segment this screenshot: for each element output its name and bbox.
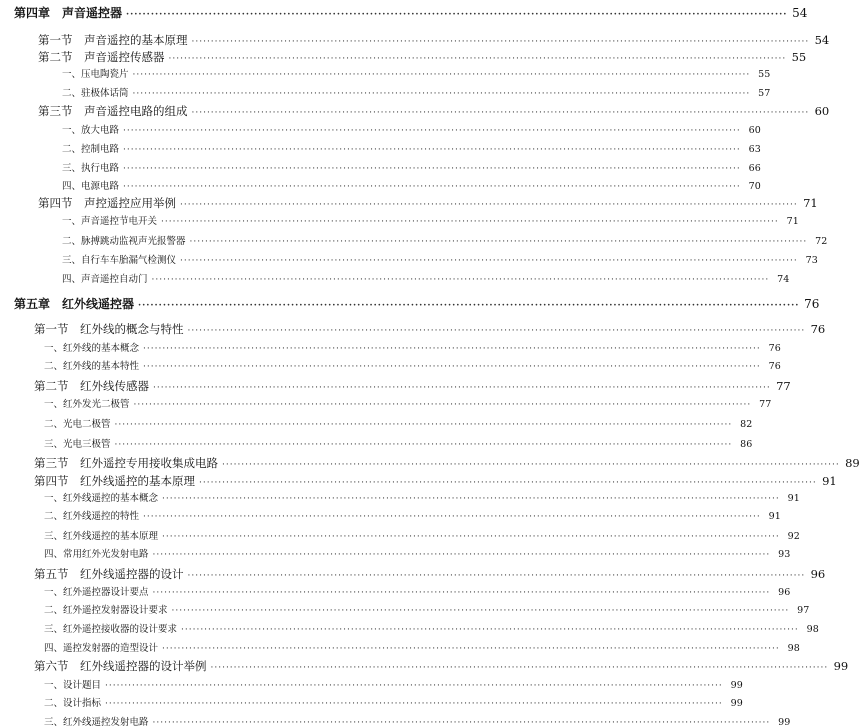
toc-entry-title: 二、控制电路 xyxy=(62,144,120,155)
toc-entry-title: 第二节 红外线传感器 xyxy=(34,379,149,393)
toc-entry-section2 xyxy=(0,566,826,582)
toc-entry-page: 99 xyxy=(730,698,743,709)
toc-entry-page: 71 xyxy=(786,216,799,227)
toc-entry-title: 三、红外线遥控的基本原理 xyxy=(44,531,159,542)
toc-entry-page: 63 xyxy=(748,144,761,155)
dot-leader: ································································································································································ xyxy=(133,400,752,410)
toc-entry-page: 60 xyxy=(814,104,830,118)
toc-entry-section xyxy=(0,195,818,211)
toc-entry-page: 96 xyxy=(778,587,791,598)
dot-leader: ································································································································································ xyxy=(153,383,771,393)
dot-leader: ································································································································································ xyxy=(123,164,741,174)
toc-entry-page: 70 xyxy=(748,181,761,192)
toc-entry-page: 96 xyxy=(810,567,826,581)
dot-leader: ································································································································································ xyxy=(152,718,771,728)
toc-entry-page: 55 xyxy=(758,69,771,80)
dot-leader: ································································································································································ xyxy=(222,460,840,470)
toc-entry-title: 三、红外线遥控发射电路 xyxy=(44,717,149,728)
toc-entry-section xyxy=(0,49,807,65)
toc-entry-page: 76 xyxy=(810,322,826,336)
toc-entry-title: 二、红外遥控发射器设计要求 xyxy=(44,605,168,616)
toc-entry-title: 四、遥控发射器的造型设计 xyxy=(44,643,159,654)
dot-leader: ································································································································································ xyxy=(162,494,780,504)
toc-entry-title: 二、光电二极管 xyxy=(44,419,111,430)
toc-entry-chapter xyxy=(0,295,820,312)
dot-leader: ································································································································································ xyxy=(123,182,741,192)
toc-entry-item xyxy=(0,178,761,192)
toc-entry-title: 二、脉搏跳动监视声光报警器 xyxy=(62,236,186,247)
toc-entry-page: 71 xyxy=(803,196,818,210)
toc-entry-item2 xyxy=(0,436,753,450)
toc-entry-page: 89 xyxy=(845,456,860,470)
dot-leader: ································································································································································ xyxy=(162,644,780,654)
dot-leader: ································································································································································ xyxy=(114,420,733,430)
toc-entry-title: 第四章 声音遥控器 xyxy=(14,6,123,20)
toc-entry-page: 97 xyxy=(797,605,810,616)
dot-leader: ································································································································································ xyxy=(180,256,798,266)
dot-leader: ································································································································································ xyxy=(143,344,761,354)
toc-entry-page: 66 xyxy=(748,163,761,174)
dot-leader: ································································································································································ xyxy=(187,571,806,581)
toc-entry-item2 xyxy=(0,528,800,542)
toc-entry-title: 一、放大电路 xyxy=(62,125,120,136)
toc-entry-title: 一、声音遥控节电开关 xyxy=(62,216,158,227)
toc-entry-page: 76 xyxy=(804,297,820,311)
toc-entry-section2 xyxy=(0,321,826,337)
toc-entry-item2 xyxy=(0,640,800,654)
toc-entry-page: 72 xyxy=(815,236,828,247)
toc-entry-item xyxy=(0,233,828,247)
toc-entry-title: 三、红外遥控接收器的设计要求 xyxy=(44,624,178,635)
toc-entry-item2 xyxy=(0,695,743,709)
dot-leader: ································································································································································ xyxy=(123,145,741,155)
toc-entry-title: 一、压电陶瓷片 xyxy=(62,69,129,80)
toc-entry-chapter xyxy=(0,4,808,21)
dot-leader: ································································································································································ xyxy=(132,89,751,99)
toc-entry-page: 77 xyxy=(759,399,772,410)
toc-entry-page: 99 xyxy=(778,717,791,728)
toc-entry-title: 三、自行车车胎漏气检测仪 xyxy=(62,255,177,266)
toc-entry-title: 第四节 红外线遥控的基本原理 xyxy=(34,474,195,488)
toc-entry-page: 54 xyxy=(814,33,830,47)
toc-entry-title: 一、红外发光二极管 xyxy=(44,399,130,410)
dot-leader: ································································································································································ xyxy=(210,663,829,673)
toc-entry-title: 第六节 红外线遥控器的设计举例 xyxy=(34,659,207,673)
toc-entry-section2 xyxy=(0,378,791,394)
dot-leader: ································································································································································ xyxy=(105,699,723,709)
toc-entry-item xyxy=(0,252,818,266)
toc-entry-item2 xyxy=(0,546,791,560)
dot-leader: ································································································································································ xyxy=(191,108,810,118)
toc-entry-title: 一、红外线遥控的基本概念 xyxy=(44,493,159,504)
toc-entry-page: 91 xyxy=(822,474,837,488)
toc-entry-page: 74 xyxy=(777,274,790,285)
toc-entry-item2 xyxy=(0,714,791,728)
toc-entry-page: 57 xyxy=(758,88,771,99)
toc-entry-page: 82 xyxy=(740,419,753,430)
toc-entry-title: 第二节 声音遥控传感器 xyxy=(38,50,165,64)
toc-entry-item xyxy=(0,122,761,136)
dot-leader: ································································································································································ xyxy=(152,550,771,560)
toc-entry-page: 99 xyxy=(833,659,849,673)
toc-entry-title: 第三节 红外遥控专用接收集成电路 xyxy=(34,456,218,470)
toc-entry-title: 第一节 声音遥控的基本原理 xyxy=(38,33,188,47)
toc-entry-page: 55 xyxy=(791,50,807,64)
toc-entry-item2 xyxy=(0,584,791,598)
dot-leader: ································································································································································ xyxy=(114,440,733,450)
toc-entry-item2 xyxy=(0,621,819,635)
toc-entry-title: 第一节 红外线的概念与特性 xyxy=(34,322,184,336)
dot-leader: ································································································································································ xyxy=(191,37,810,47)
toc-entry-item xyxy=(0,160,761,174)
toc-entry-title: 三、光电三极管 xyxy=(44,439,111,450)
dot-leader: ································································································································································ xyxy=(123,126,741,136)
toc-entry-section xyxy=(0,32,830,48)
dot-leader: ································································································································································ xyxy=(180,200,798,210)
toc-entry-item xyxy=(0,271,790,285)
toc-entry-page: 99 xyxy=(730,680,743,691)
dot-leader: ································································································································································ xyxy=(189,237,808,247)
toc-entry-title: 二、设计指标 xyxy=(44,698,102,709)
dot-leader: ································································································································································ xyxy=(171,606,790,616)
toc-entry-title: 第四节 声控遥控应用举例 xyxy=(38,196,176,210)
toc-entry-page: 93 xyxy=(778,549,791,560)
toc-entry-item2 xyxy=(0,340,781,354)
toc-entry-section xyxy=(0,103,830,119)
toc-entry-item2 xyxy=(0,490,800,504)
dot-leader: ································································································································································ xyxy=(168,54,787,64)
dot-leader: ································································································································································ xyxy=(105,681,723,691)
toc-entry-page: 86 xyxy=(740,439,753,450)
toc-entry-item2 xyxy=(0,416,753,430)
toc-entry-title: 二、红外线遥控的特性 xyxy=(44,511,140,522)
toc-entry-item xyxy=(0,85,771,99)
dot-leader: ································································································································································ xyxy=(161,217,779,227)
toc-entry-page: 77 xyxy=(776,379,791,393)
toc-entry-page: 98 xyxy=(787,643,800,654)
toc-entry-title: 一、红外遥控器设计要点 xyxy=(44,587,149,598)
toc-entry-section2 xyxy=(0,658,849,674)
toc-entry-page: 98 xyxy=(806,624,819,635)
toc-entry-item2 xyxy=(0,677,743,691)
dot-leader: ································································································································································ xyxy=(162,532,780,542)
dot-leader: ································································································································································ xyxy=(143,512,761,522)
toc-entry-page: 91 xyxy=(768,511,781,522)
dot-leader: ································································································································································ xyxy=(143,362,761,372)
dot-leader: ································································································································································ xyxy=(199,478,817,488)
toc-entry-page: 91 xyxy=(787,493,800,504)
dot-leader: ································································································································································ xyxy=(132,70,751,80)
toc-entry-item2 xyxy=(0,602,810,616)
dot-leader: ································································································································································ xyxy=(138,301,800,311)
toc-entry-title: 四、电源电路 xyxy=(62,181,120,192)
toc-entry-title: 二、红外线的基本特性 xyxy=(44,361,140,372)
toc-entry-title: 四、常用红外光发射电路 xyxy=(44,549,149,560)
dot-leader: ································································································································································ xyxy=(126,10,788,20)
toc-entry-item xyxy=(0,141,761,155)
toc-entry-title: 一、红外线的基本概念 xyxy=(44,343,140,354)
toc-entry-title: 一、设计题目 xyxy=(44,680,102,691)
toc-entry-section2 xyxy=(0,473,837,489)
dot-leader: ································································································································································ xyxy=(187,326,806,336)
toc-entry-page: 54 xyxy=(792,6,808,20)
toc-entry-item2 xyxy=(0,396,772,410)
toc-entry-title: 四、声音遥控自动门 xyxy=(62,274,148,285)
dot-leader: ································································································································································ xyxy=(152,588,771,598)
toc-entry-item2 xyxy=(0,508,781,522)
toc-entry-title: 二、驻极体话筒 xyxy=(62,88,129,99)
toc-entry-title: 第三节 声音遥控电路的组成 xyxy=(38,104,188,118)
toc-entry-section2 xyxy=(0,455,860,471)
dot-leader: ································································································································································ xyxy=(181,625,799,635)
toc-entry-item2 xyxy=(0,358,781,372)
toc-entry-title: 第五节 红外线遥控器的设计 xyxy=(34,567,184,581)
toc-entry-page: 76 xyxy=(768,361,781,372)
toc-entry-page: 73 xyxy=(805,255,818,266)
toc-entry-page: 92 xyxy=(787,531,800,542)
toc-entry-title: 三、执行电路 xyxy=(62,163,120,174)
toc-entry-title: 第五章 红外线遥控器 xyxy=(14,297,135,311)
toc-entry-item xyxy=(0,213,799,227)
toc-entry-item xyxy=(0,66,771,80)
toc-entry-page: 60 xyxy=(748,125,761,136)
toc-entry-page: 76 xyxy=(768,343,781,354)
dot-leader: ································································································································································ xyxy=(151,275,770,285)
